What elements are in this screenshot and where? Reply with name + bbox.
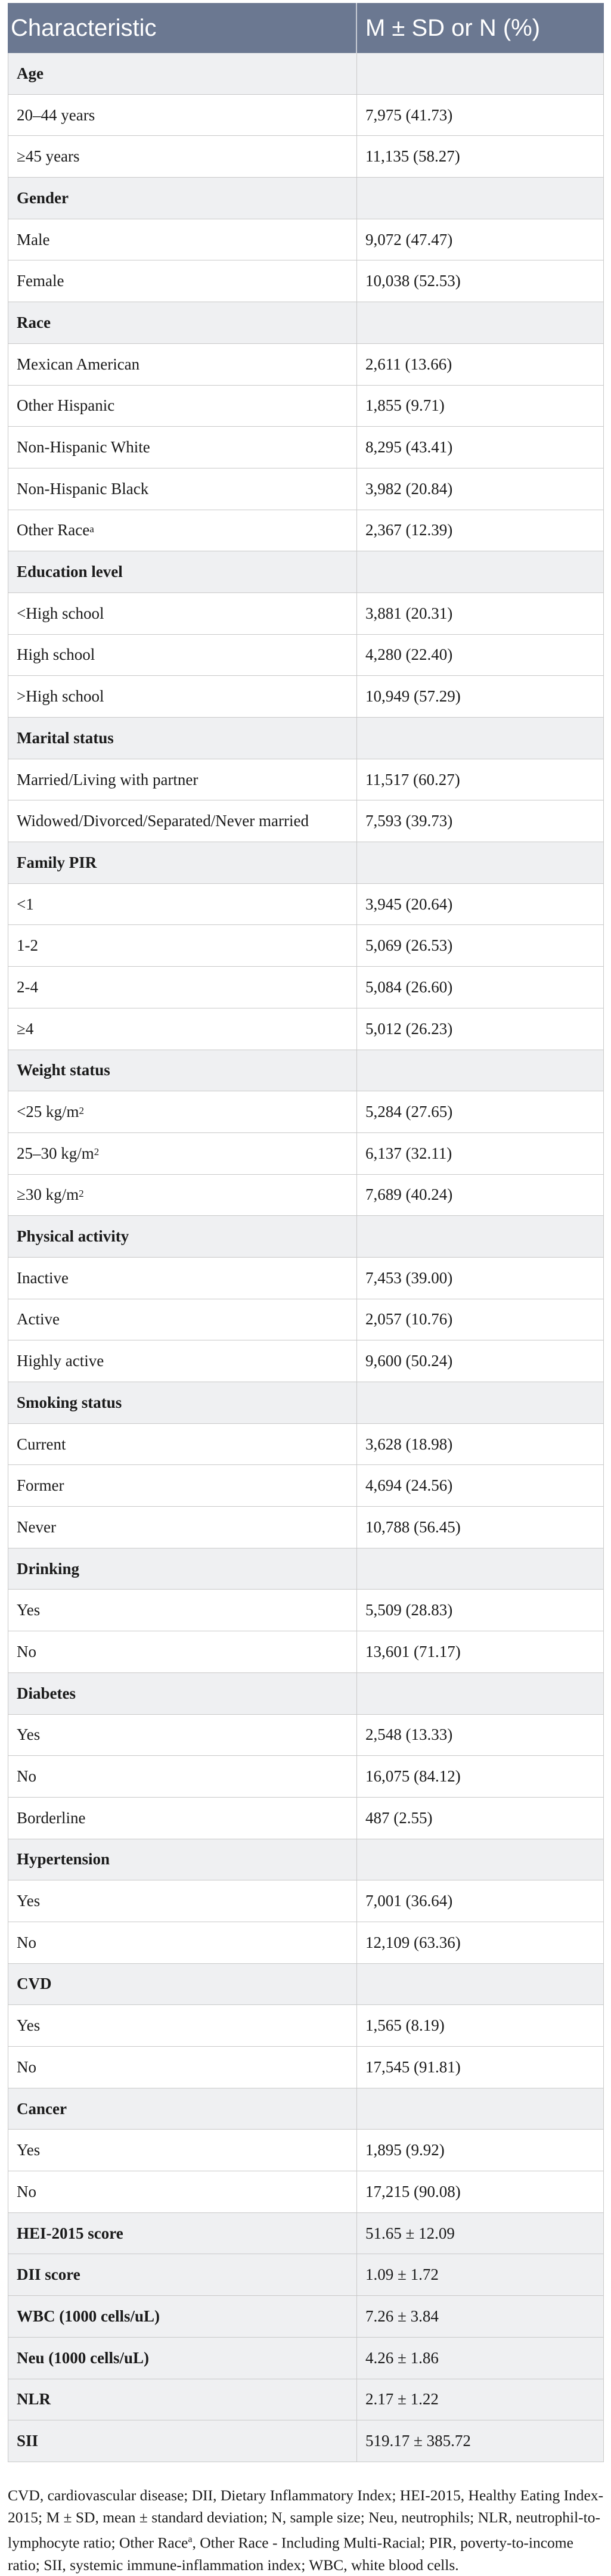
header-value: M ± SD or N (%) (365, 14, 541, 41)
table-category-row (8, 1216, 604, 1258)
characteristic-cell (8, 1133, 357, 1174)
value-cell: 1,565 (8.19) (365, 2016, 445, 2035)
characteristic-label: Age (17, 64, 44, 82)
table-row (8, 1507, 604, 1548)
value-cell (357, 1673, 603, 1714)
characteristic-cell (8, 2005, 357, 2046)
table-header (8, 3, 604, 53)
characteristic-label: No (17, 1642, 36, 1661)
characteristic-label: No (17, 2057, 36, 2076)
table-row (8, 1798, 604, 1839)
characteristic-label: No (17, 1933, 36, 1951)
characteristic-label: Current (17, 1435, 66, 1453)
value-cell: 7,689 (40.24) (365, 1185, 453, 1204)
characteristic-label: <25 kg/m (17, 1103, 79, 1121)
characteristic-label: Race (17, 313, 51, 331)
table-row (8, 884, 604, 926)
characteristic-cell (8, 386, 357, 427)
value-cell: 2.17 ± 1.22 (365, 2390, 439, 2409)
value-cell: 4,280 (22.40) (365, 645, 453, 664)
characteristic-label: Smoking status (17, 1393, 122, 1411)
value-cell: 8,295 (43.41) (365, 438, 453, 457)
characteristic-label: 1-2 (17, 936, 38, 955)
characteristic-cell (8, 1424, 357, 1465)
characteristic-cell (8, 1258, 357, 1299)
characteristic-cell (8, 53, 357, 94)
value-cell: 10,949 (57.29) (365, 687, 461, 706)
value-cell: 10,788 (56.45) (365, 1517, 461, 1536)
table-category-row (8, 1839, 604, 1881)
table-row (8, 1008, 604, 1050)
value-cell (357, 1382, 603, 1423)
characteristic-label: Never (17, 1517, 56, 1536)
characteristic-cell (8, 427, 357, 468)
characteristic-cell (8, 1465, 357, 1506)
characteristic-cell (8, 1880, 357, 1922)
characteristic-label: 25–30 kg/m (17, 1144, 94, 1162)
characteristic-label: Female (17, 272, 64, 290)
characteristic-label: Highly active (17, 1352, 104, 1370)
characteristic-cell (8, 842, 357, 883)
characteristic-label: Male (17, 230, 50, 249)
table-row (8, 1258, 604, 1299)
characteristic-cell (8, 1175, 357, 1216)
table-row (8, 2005, 604, 2047)
table-category-row (8, 302, 604, 344)
table-category-row (8, 1050, 604, 1092)
table-footnote (8, 2484, 604, 2576)
value-cell: 2,367 (12.39) (365, 521, 453, 539)
label-superscript: a (89, 523, 94, 535)
table-row (8, 1590, 604, 1631)
characteristic-label: 2-4 (17, 977, 38, 996)
value-cell: 519.17 ± 385.72 (365, 2432, 471, 2450)
table-row (8, 1880, 604, 1922)
table-row (8, 676, 604, 718)
characteristic-cell (8, 219, 357, 260)
characteristic-cell (8, 1798, 357, 1839)
characteristic-label: Diabetes (17, 1684, 76, 1702)
value-cell (357, 302, 603, 343)
table-category-row (8, 53, 604, 95)
characteristic-cell (8, 1631, 357, 1672)
value-cell: 7,593 (39.73) (365, 812, 453, 830)
table-body (8, 53, 604, 2462)
characteristic-label: Weight status (17, 1061, 110, 1079)
value-cell: 1,895 (9.92) (365, 2141, 445, 2159)
characteristic-cell (8, 1382, 357, 1423)
value-cell: 12,109 (63.36) (365, 1933, 461, 1951)
characteristic-cell (8, 1964, 357, 2005)
value-cell: 3,982 (20.84) (365, 479, 453, 498)
value-cell: 51.65 ± 12.09 (365, 2224, 455, 2242)
characteristic-cell (8, 1756, 357, 1797)
table-category-row (8, 2379, 604, 2421)
characteristic-cell (8, 1050, 357, 1091)
characteristics-table (8, 3, 604, 2462)
value-cell (357, 1216, 603, 1257)
characteristic-cell (8, 1922, 357, 1963)
characteristic-cell (8, 551, 357, 592)
characteristic-cell (8, 95, 357, 136)
value-cell: 7,453 (39.00) (365, 1268, 453, 1287)
characteristic-label: Married/Living with partner (17, 770, 199, 789)
table-category-row (8, 1964, 604, 2006)
characteristic-cell (8, 302, 357, 343)
characteristic-cell (8, 2047, 357, 2088)
value-cell (357, 718, 603, 759)
table-category-row (8, 2420, 604, 2462)
characteristic-label: ≥30 kg/m (17, 1185, 79, 1204)
value-cell (357, 178, 603, 219)
characteristic-cell (8, 593, 357, 634)
value-cell: 5,012 (26.23) (365, 1019, 453, 1038)
value-cell: 4,694 (24.56) (365, 1476, 453, 1495)
value-cell: 10,038 (52.53) (365, 272, 461, 290)
characteristic-cell (8, 2420, 357, 2462)
table-category-row (8, 2088, 604, 2130)
characteristic-label: Yes (17, 1601, 41, 1619)
characteristic-label: Yes (17, 1892, 41, 1910)
value-cell (357, 551, 603, 592)
value-cell: 5,284 (27.65) (365, 1103, 453, 1121)
characteristic-cell (8, 2213, 357, 2254)
characteristic-label: SII (17, 2432, 39, 2450)
characteristic-label: Widowed/Divorced/Separated/Never married (17, 812, 309, 830)
characteristic-label: Gender (17, 188, 69, 207)
characteristic-cell (8, 676, 357, 717)
value-cell: 6,137 (32.11) (365, 1144, 452, 1162)
characteristic-label: Yes (17, 2141, 41, 2159)
value-cell: 7,975 (41.73) (365, 105, 453, 124)
label-superscript: 2 (79, 1104, 84, 1116)
characteristic-label: DII score (17, 2265, 80, 2284)
characteristic-cell (8, 635, 357, 676)
table-row (8, 136, 604, 178)
characteristic-label: No (17, 2182, 36, 2201)
table-category-row (8, 551, 604, 593)
table-category-row (8, 2296, 604, 2338)
characteristic-cell (8, 1091, 357, 1132)
label-superscript: 2 (94, 1146, 100, 1158)
value-cell: 13,601 (71.17) (365, 1642, 461, 1661)
value-cell: 11,135 (58.27) (365, 147, 460, 166)
characteristic-cell (8, 260, 357, 302)
table-category-row (8, 842, 604, 884)
header-characteristic: Characteristic (8, 3, 357, 53)
value-cell (357, 1964, 603, 2005)
characteristic-cell (8, 800, 357, 842)
table-category-row (8, 2338, 604, 2379)
characteristic-label: Cancer (17, 2099, 67, 2118)
characteristic-label: Yes (17, 1725, 41, 1744)
value-cell: 3,628 (18.98) (365, 1435, 453, 1453)
table-row (8, 1922, 604, 1964)
characteristic-label: Hypertension (17, 1850, 110, 1869)
value-cell: 4.26 ± 1.86 (365, 2348, 439, 2367)
characteristic-cell (8, 1008, 357, 1050)
characteristic-cell (8, 2130, 357, 2171)
value-cell: 2,057 (10.76) (365, 1310, 453, 1329)
characteristic-label: HEI-2015 score (17, 2224, 123, 2242)
characteristic-cell (8, 2171, 357, 2212)
table-row (8, 800, 604, 842)
characteristic-cell (8, 136, 357, 177)
characteristic-cell (8, 1548, 357, 1590)
value-cell: 9,600 (50.24) (365, 1352, 453, 1370)
characteristic-label: Drinking (17, 1559, 80, 1578)
table-row (8, 759, 604, 801)
table-row (8, 1465, 604, 1507)
label-superscript: 2 (79, 1187, 84, 1199)
table-row (8, 344, 604, 386)
value-cell: 2,548 (13.33) (365, 1725, 453, 1744)
value-cell (357, 1050, 603, 1091)
value-cell: 3,945 (20.64) (365, 895, 453, 913)
table-row (8, 1340, 604, 1382)
footnote-sup: a (188, 2534, 193, 2544)
characteristic-cell (8, 178, 357, 219)
table-row (8, 1299, 604, 1341)
characteristic-label: <High school (17, 604, 104, 622)
characteristic-label: CVD (17, 1975, 52, 1993)
characteristic-label: Other Race (17, 521, 90, 539)
characteristic-label: Yes (17, 2016, 41, 2035)
value-cell: 3,881 (20.31) (365, 604, 453, 622)
value-cell: 16,075 (84.12) (365, 1767, 461, 1786)
table-category-row (8, 178, 604, 219)
characteristic-cell (8, 1590, 357, 1631)
characteristic-cell (8, 884, 357, 925)
value-cell: 7.26 ± 3.84 (365, 2307, 439, 2325)
characteristic-cell (8, 510, 357, 551)
value-cell: 5,069 (26.53) (365, 936, 453, 955)
characteristic-cell (8, 2379, 357, 2420)
value-cell: 1,855 (9.71) (365, 396, 445, 415)
characteristic-cell (8, 967, 357, 1008)
characteristic-label: Family PIR (17, 853, 97, 871)
characteristic-cell (8, 2296, 357, 2337)
table-row (8, 95, 604, 136)
value-cell (357, 2088, 603, 2130)
value-cell (357, 1548, 603, 1590)
characteristic-label: <1 (17, 895, 34, 913)
characteristic-label: Other Hispanic (17, 396, 115, 415)
value-cell: 5,509 (28.83) (365, 1601, 453, 1619)
table-row (8, 427, 604, 468)
table-row (8, 386, 604, 427)
characteristic-label: 20–44 years (17, 105, 95, 124)
table-category-row (8, 1673, 604, 1715)
characteristic-label: Active (17, 1310, 60, 1329)
characteristic-cell (8, 1299, 357, 1340)
table-row (8, 1756, 604, 1798)
table-row (8, 1424, 604, 1466)
table-row (8, 1091, 604, 1133)
value-cell (357, 1839, 603, 1880)
footnote-text-2: , Other Race - Including Multi-Racial; PIR, poverty-to-income ratio; SII, systemic immune-inflammation index; WBC, white blood cells. (8, 2534, 573, 2574)
table-category-row (8, 2213, 604, 2255)
table-row (8, 468, 604, 510)
characteristic-label: Former (17, 1476, 64, 1495)
characteristic-label: Physical activity (17, 1227, 129, 1246)
table-row (8, 635, 604, 676)
characteristic-label: ≥4 (17, 1019, 34, 1038)
table-row (8, 1715, 604, 1756)
table-row (8, 2047, 604, 2088)
value-cell: 9,072 (47.47) (365, 230, 453, 249)
characteristic-label: Marital status (17, 728, 114, 747)
characteristic-cell (8, 1216, 357, 1257)
value-cell: 17,545 (91.81) (365, 2057, 461, 2076)
table-row (8, 2130, 604, 2171)
characteristic-cell (8, 1839, 357, 1880)
table-row (8, 1175, 604, 1216)
characteristic-label: WBC (1000 cells/uL) (17, 2307, 160, 2325)
characteristic-cell (8, 468, 357, 510)
value-cell: 11,517 (60.27) (365, 770, 460, 789)
table-category-row (8, 1382, 604, 1424)
characteristic-label: Inactive (17, 1268, 69, 1287)
characteristic-cell (8, 1507, 357, 1548)
value-cell: 2,611 (13.66) (365, 355, 452, 373)
value-cell (357, 842, 603, 883)
value-cell (357, 53, 603, 94)
characteristic-cell (8, 2088, 357, 2130)
characteristic-label: Borderline (17, 1808, 86, 1827)
characteristic-cell (8, 925, 357, 966)
value-cell: 487 (2.55) (365, 1808, 433, 1827)
characteristic-cell (8, 759, 357, 800)
characteristic-label: Non-Hispanic Black (17, 479, 149, 498)
characteristic-label: NLR (17, 2390, 51, 2409)
table-category-row (8, 718, 604, 759)
value-cell: 1.09 ± 1.72 (365, 2265, 439, 2284)
characteristic-label: High school (17, 645, 95, 664)
table-row (8, 593, 604, 635)
table-row (8, 967, 604, 1008)
table-row (8, 510, 604, 552)
table-category-row (8, 2254, 604, 2296)
value-cell: 5,084 (26.60) (365, 977, 453, 996)
characteristic-cell (8, 2254, 357, 2295)
characteristic-label: Neu (1000 cells/uL) (17, 2348, 149, 2367)
table-row (8, 2171, 604, 2213)
table-row (8, 1631, 604, 1673)
characteristic-label: No (17, 1767, 36, 1786)
table-row (8, 260, 604, 302)
footnote-text-1: CVD, cardiovascular disease; DII, Dietary Inflammatory Index; HEI-2015, Healthy Eating Index-2015; M ± SD, mean ± standard deviation; N, sample size; Neu, neutrophils; NLR, neutrophil-to-lymphocyte ratio; Other Race (8, 2487, 604, 2552)
value-cell: 7,001 (36.64) (365, 1892, 453, 1910)
characteristic-label: ≥45 years (17, 147, 80, 166)
table-category-row (8, 1548, 604, 1590)
characteristic-cell (8, 344, 357, 385)
table-row (8, 925, 604, 967)
table-row (8, 219, 604, 261)
characteristic-cell (8, 1673, 357, 1714)
characteristic-label: Mexican American (17, 355, 140, 373)
characteristic-cell (8, 1715, 357, 1756)
characteristic-cell (8, 2338, 357, 2379)
table-row (8, 1133, 604, 1175)
value-cell: 17,215 (90.08) (365, 2182, 461, 2201)
characteristic-cell (8, 1340, 357, 1382)
characteristic-label: >High school (17, 687, 104, 706)
characteristic-cell (8, 718, 357, 759)
characteristic-label: Education level (17, 563, 123, 581)
characteristic-label: Non-Hispanic White (17, 438, 150, 457)
